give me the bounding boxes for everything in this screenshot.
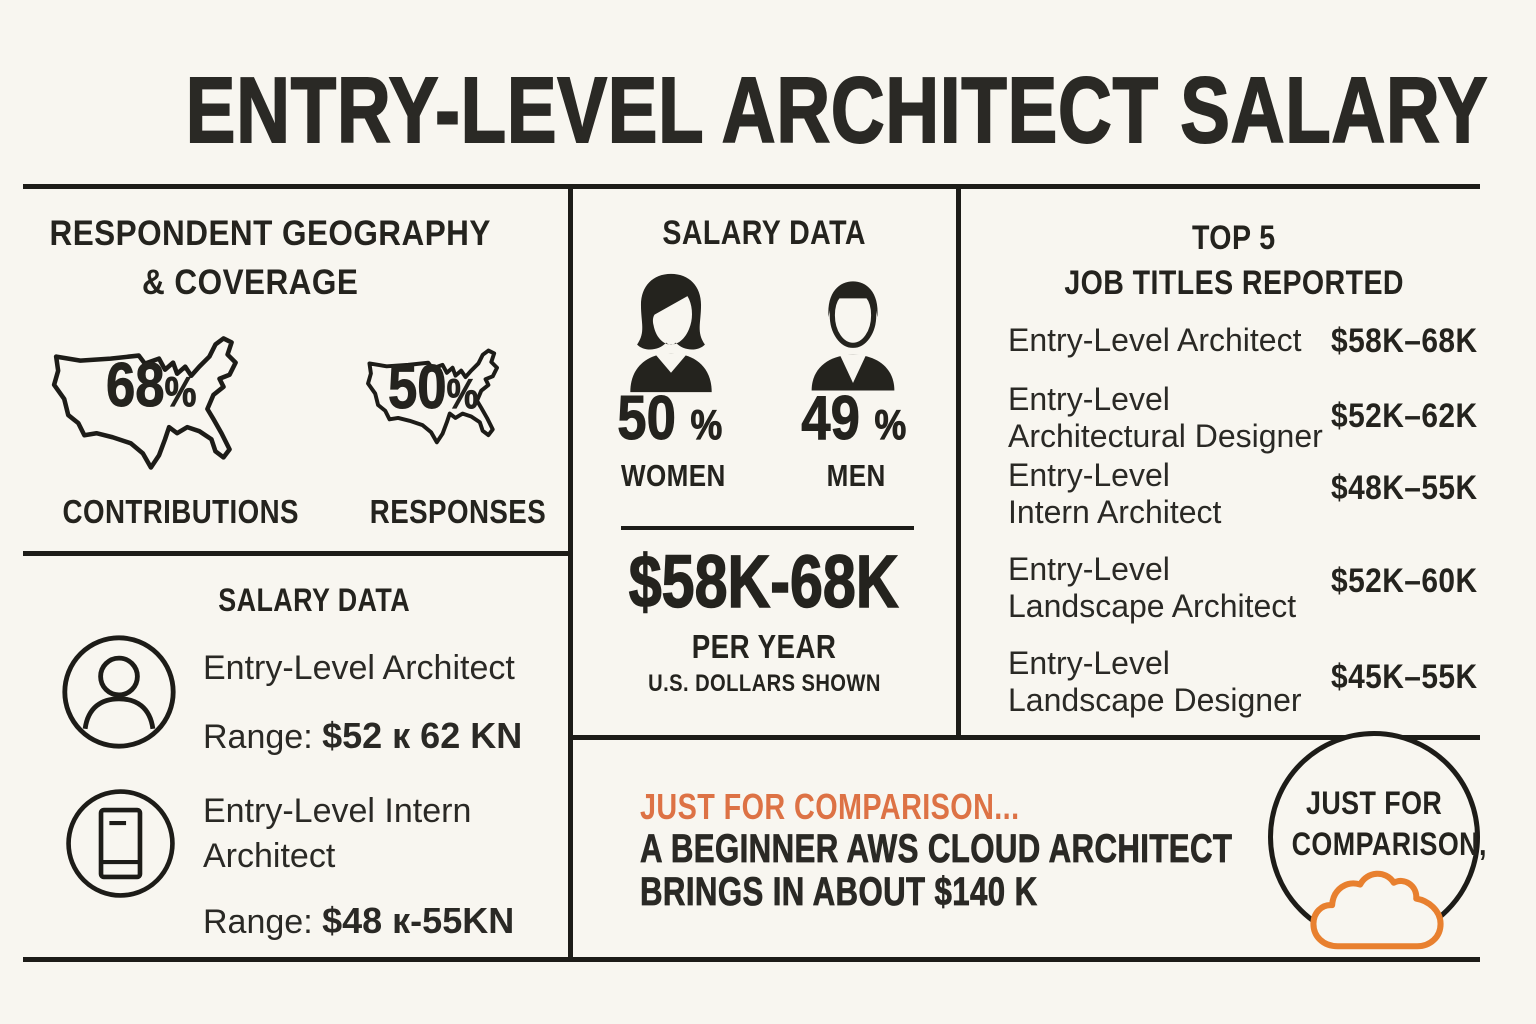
job-row-range: $48K–55K [1331, 469, 1478, 507]
comparison-heading: JUST FOR COMPARISON... [640, 786, 1020, 827]
job-row-title: Entry-Level Architect [1008, 322, 1302, 358]
job-row-range: $58K–68K [1331, 322, 1478, 360]
salary-detail-title: Entry-Level Architect [203, 649, 515, 687]
men-percent: 49 % [801, 384, 907, 453]
job-row-title: Entry-Level Landscape Architect [1008, 551, 1297, 624]
divider-top [23, 184, 1480, 189]
women-percent: 50 % [617, 384, 723, 453]
salary-detail-heading: SALARY DATA [218, 582, 411, 618]
contributions-label: CONTRIBUTIONS [62, 493, 299, 530]
person-circle-icon [59, 632, 179, 752]
salary-detail-range: Range: $48 к-55KN [203, 900, 515, 941]
men-label: MEN [826, 458, 886, 493]
top-jobs-heading: TOP 5 JOB TITLES REPORTED [1064, 219, 1404, 302]
salary-divider [621, 526, 914, 530]
salary-note: U.S. DOLLARS SHOWN [647, 670, 881, 697]
job-row-range: $52K–62K [1331, 397, 1478, 435]
job-row-range: $52K–60K [1331, 562, 1478, 600]
woman-icon [622, 270, 720, 394]
phone-circle-icon [63, 786, 178, 901]
comparison-badge: JUST FOR COMPARISON, [1268, 731, 1480, 943]
responses-percent: 50% [387, 353, 479, 422]
salary-detail-title: Entry-Level Intern Architect [203, 792, 472, 875]
comparison-line2: BRINGS IN ABOUT $140 K [640, 870, 1038, 914]
salary-period: PER YEAR [691, 628, 837, 665]
page-title: ENTRY-LEVEL ARCHITECT SALARY [185, 58, 1489, 162]
job-row-title: Entry-Level Architectural Designer [1008, 381, 1323, 454]
comparison-line1: A BEGINNER AWS CLOUD ARCHITECT [640, 827, 1233, 871]
responses-label: RESPONSES [369, 493, 547, 530]
contributions-percent: 68% [105, 351, 197, 420]
divider-left-middle [23, 551, 573, 556]
divider-bottom [23, 957, 1480, 962]
job-row-range: $45K–55K [1331, 658, 1478, 696]
salary-range-big: $58K-68K [629, 540, 899, 623]
salary-detail-range: Range: $52 к 62 KN [203, 715, 523, 756]
demographics-heading: SALARY DATA [662, 214, 866, 252]
job-row-title: Entry-Level Landscape Designer [1008, 645, 1302, 718]
geography-heading: RESPONDENT GEOGRAPHY & COVERAGE [49, 214, 491, 302]
cloud-icon [1306, 864, 1448, 950]
man-icon [806, 276, 900, 394]
women-label: WOMEN [620, 458, 726, 493]
job-row-title: Entry-Level Intern Architect [1008, 457, 1222, 530]
